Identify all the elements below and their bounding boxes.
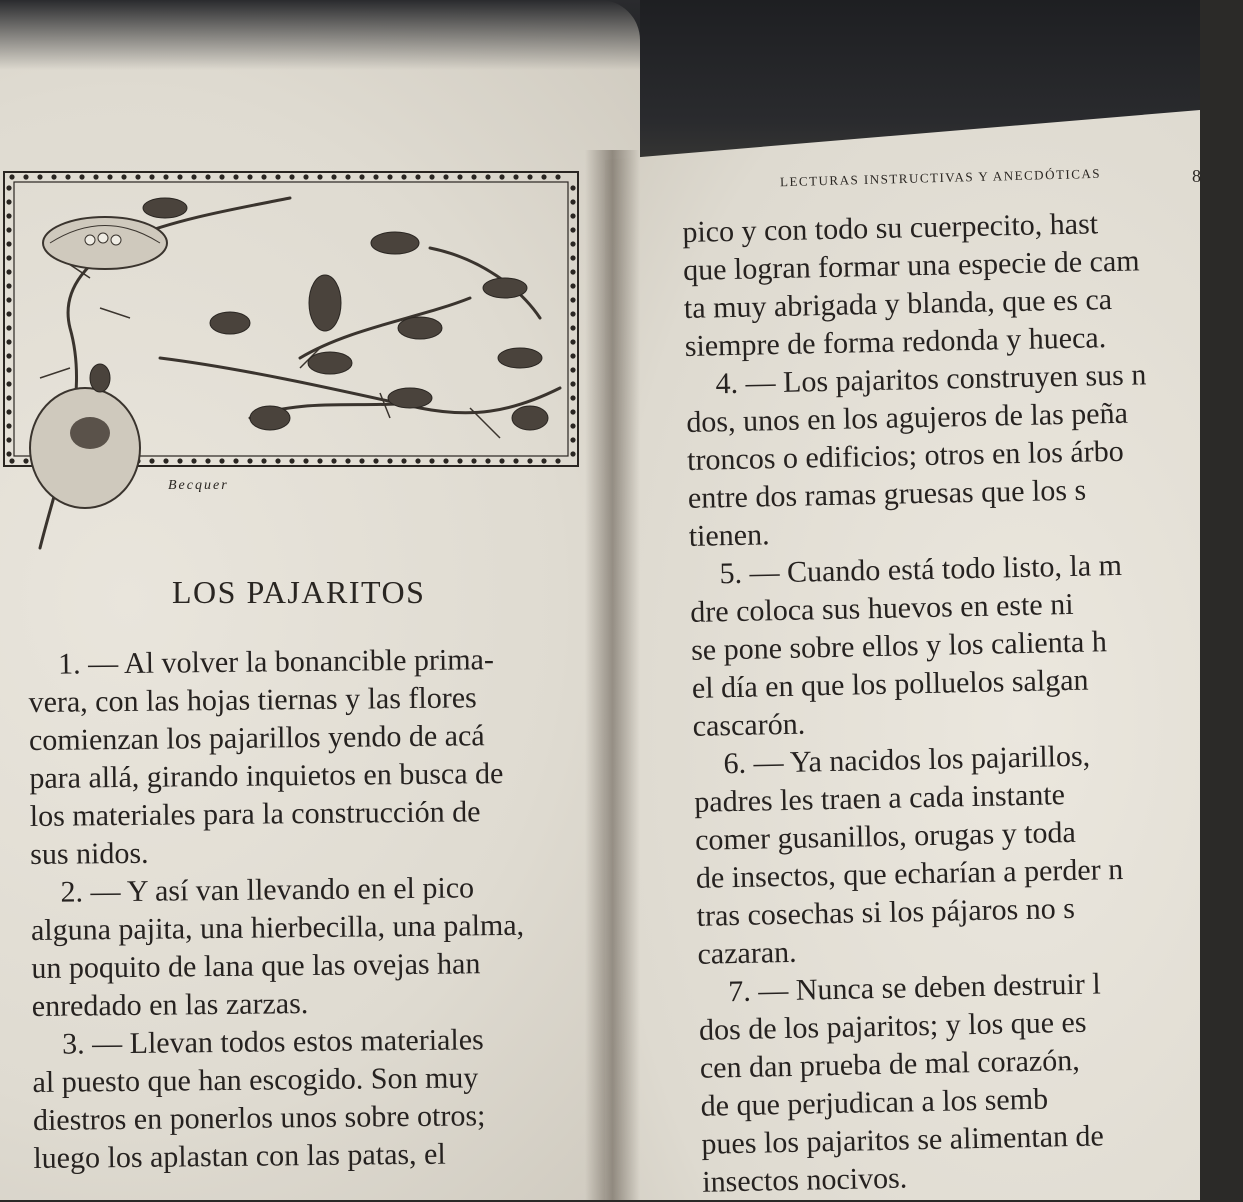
text-line: 1. — Al volver la bonancible prima- [58,643,495,681]
text-line: troncos o edificios; otros en los árbo [686,434,1125,477]
text-line: para allá, girando inquietos en busca de [29,757,504,795]
text-line: dre coloca sus huevos en este ni [690,587,1074,629]
text-line: tras cosechas si los pájaros no s [696,891,1076,933]
text-line: cen dan prueba de mal corazón, [699,1043,1080,1085]
text-line: luego los aplastan con las patas, el [33,1137,446,1175]
text-line: insectos nocivos. [701,1161,908,1199]
text-line: 6. — Ya nacidos los pajarillos, [723,739,1091,781]
text-line: 7. — Nunca se deben destruir l [727,967,1101,1009]
right-body-text [682,203,1243,1202]
illustrator-signature: Becquer [168,478,229,493]
page-number: 8 [1192,166,1201,186]
text-line: de insectos, que echarían a perder n [695,852,1124,895]
text-line: ta muy abrigada y blanda, que es ca [683,283,1113,325]
text-line: el día en que los polluelos salgan [691,663,1089,705]
text-line: enredado en las zarzas. [31,987,309,1023]
text-line: padres les traen a cada instante [693,778,1066,819]
text-line: al puesto que han escogido. Son muy [32,1061,479,1099]
text-line: siempre de forma redonda y hueca. [684,321,1107,363]
text-line: sus nidos. [30,836,149,871]
text-line: los materiales para la construcción de [29,795,481,833]
text-line: dos, unos en los agujeros de las peña [686,396,1129,439]
left-body-text [28,640,624,1178]
text-line: que logran formar una especie de cam [682,244,1140,287]
running-head: LECTURAS INSTRUCTIVAS Y ANECDÓTICAS [779,165,1102,190]
page-title: LOS PAJARITOS [172,574,426,610]
text-line: 5. — Cuando está todo listo, la m [719,548,1123,591]
text-line: tienen. [688,518,770,553]
text-line: un poquito de lana que las ovejas han [31,947,481,985]
text-line: diestros en ponerlos unos sobre otros; [32,1099,486,1137]
text-line: vera, con las hojas tiernas y las flores [28,681,477,719]
text-line: cazaran. [697,935,797,971]
text-line: comienzan los pajarillos yendo de acá [28,719,485,757]
text-line: pues los pajaritos se alimentan de [701,1119,1105,1161]
text-line: alguna pajita, una hierbecilla, una palma, [30,908,525,947]
text-line: dos de los pajaritos; y los que es [698,1005,1087,1047]
text-line: pico y con todo su cuerpecito, hast [682,207,1099,249]
text-line: comer gusanillos, orugas y toda [694,815,1077,857]
book-gutter [585,150,640,1200]
text-line: 4. — Los pajaritos construyen sus n [715,358,1147,401]
text-line: se pone sobre ellos y los calienta h [690,625,1108,667]
text-line: 2. — Y así van llevando en el pico [60,871,475,909]
text-line: de que perjudican a los semb [700,1082,1049,1123]
text-line: entre dos ramas gruesas que los s [687,473,1087,515]
text-line: 3. — Llevan todos estos materiales [61,1023,484,1061]
bird-illustration [0,168,585,568]
text-line: cascarón. [692,707,806,743]
